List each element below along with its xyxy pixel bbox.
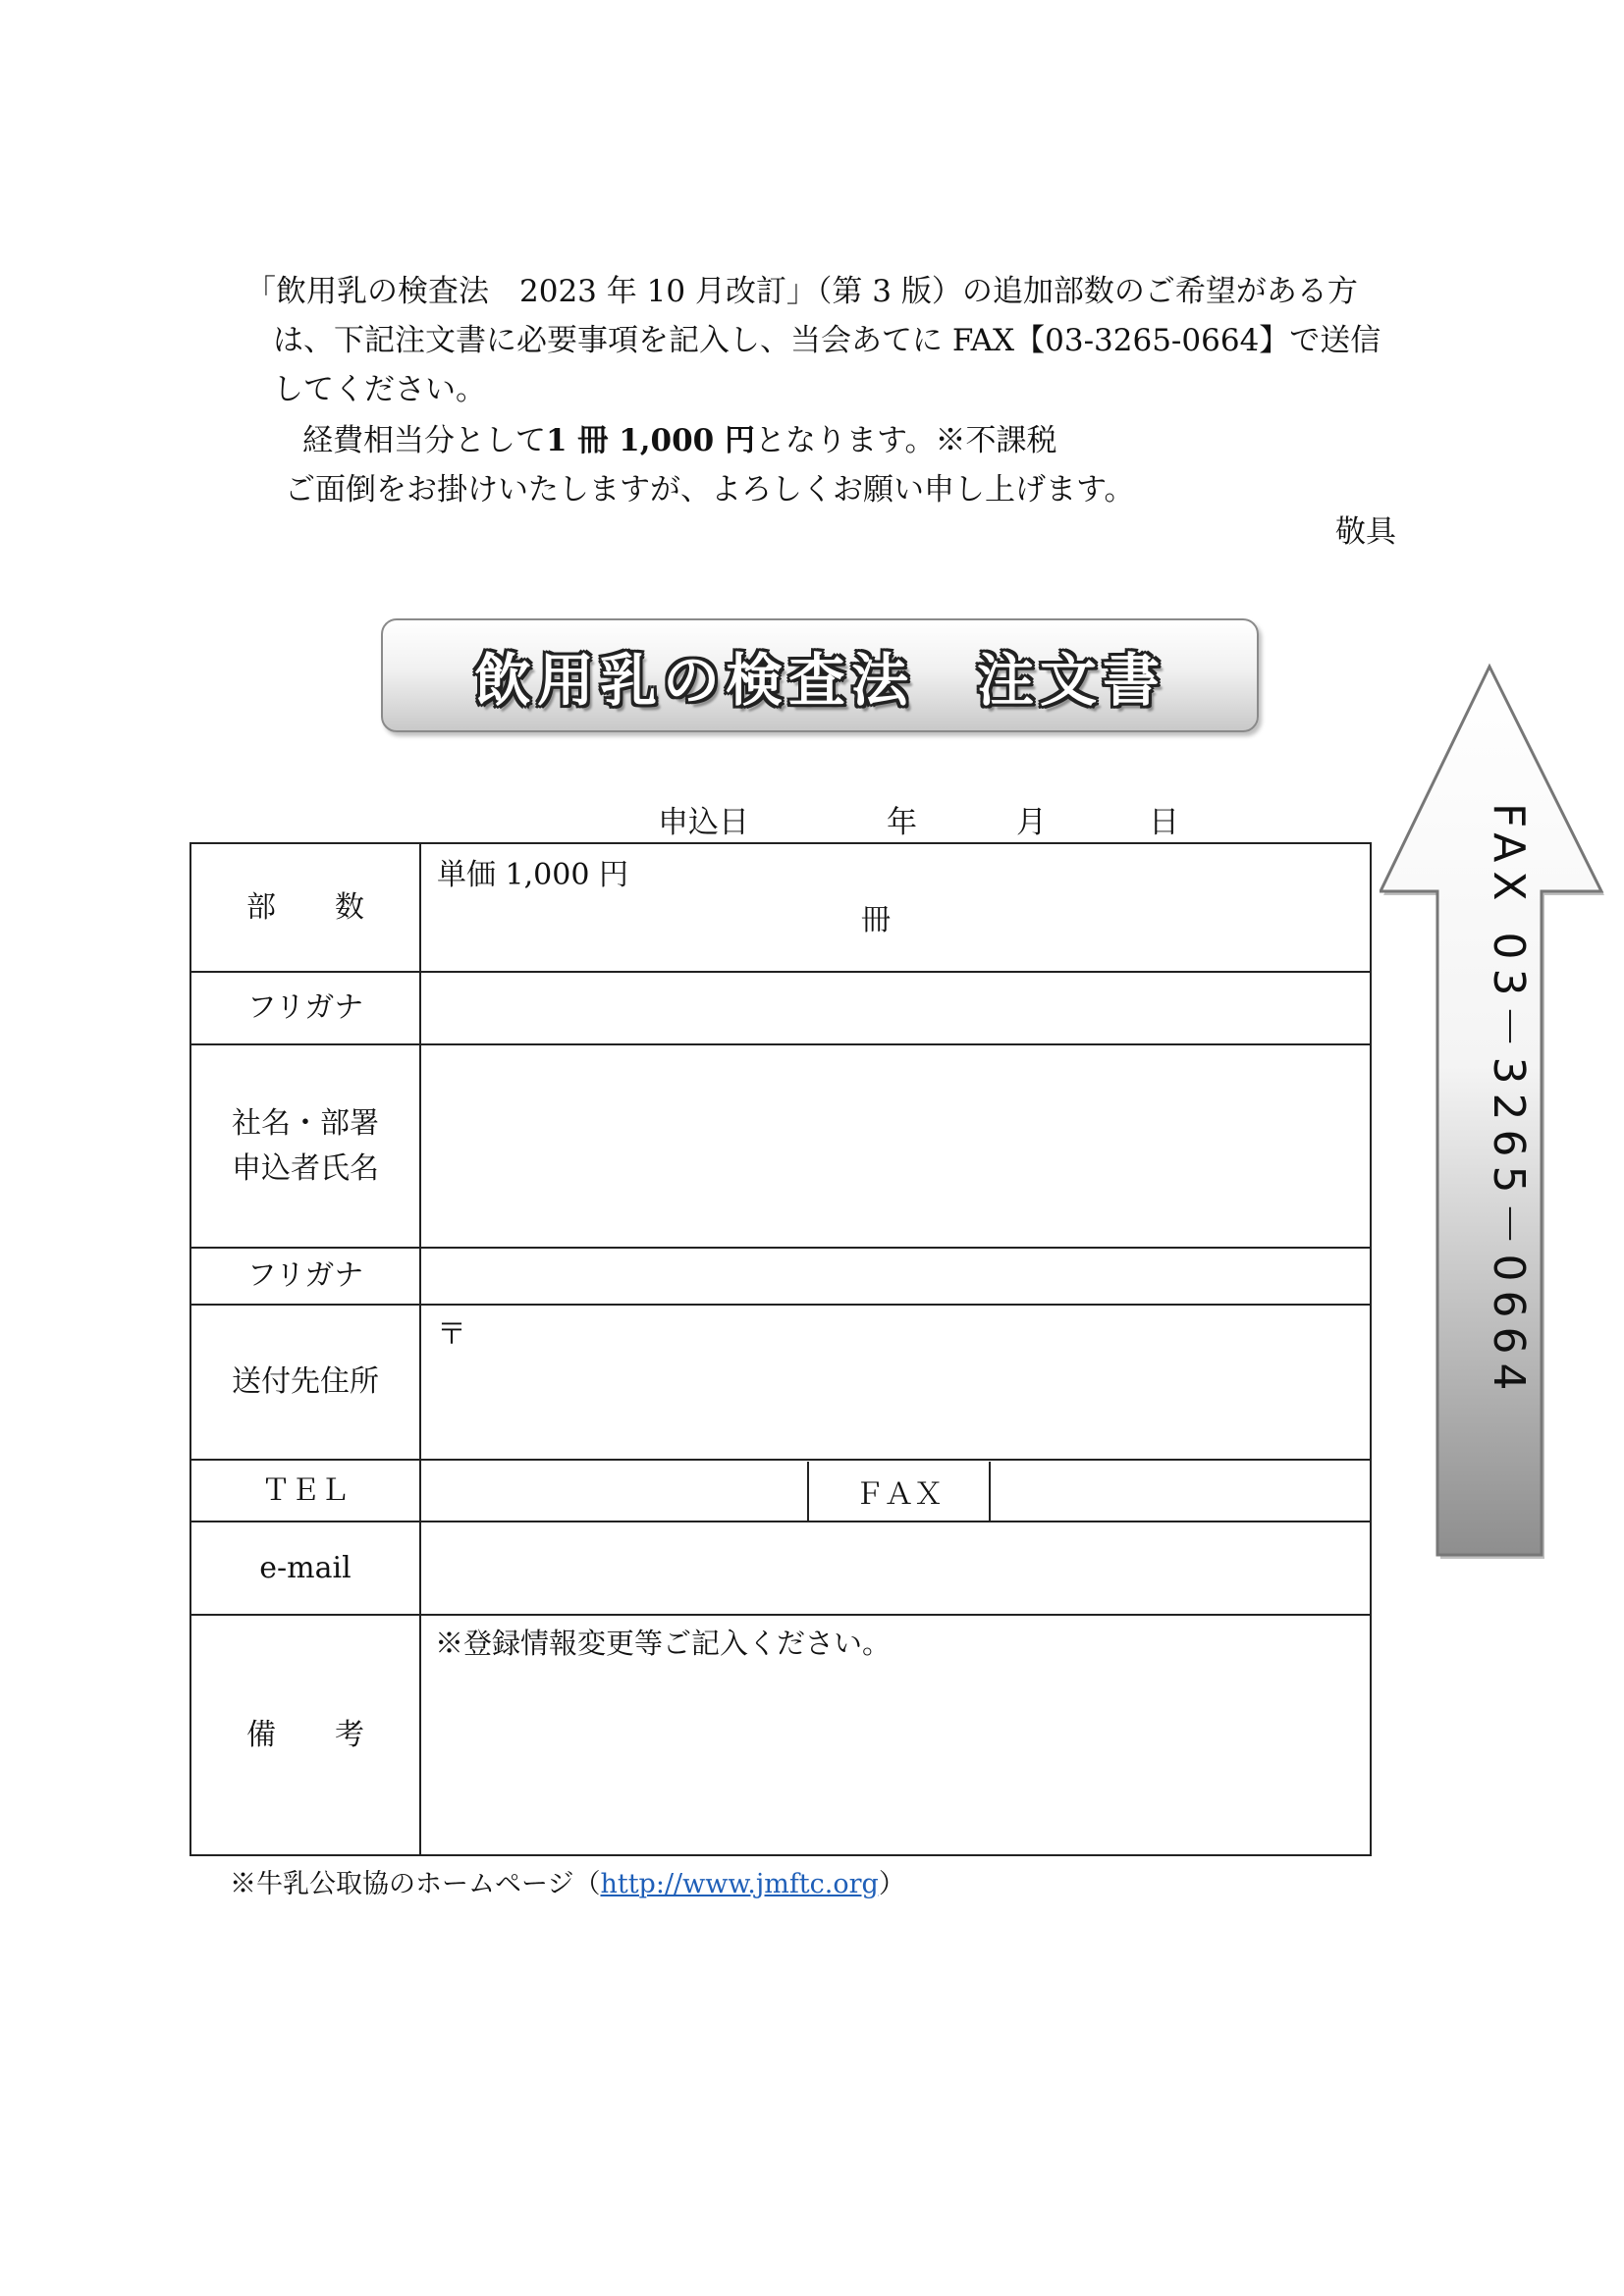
fax-label: ＦＡＸ xyxy=(809,1462,991,1521)
date-year-label: 年 xyxy=(887,805,917,840)
fax-field[interactable] xyxy=(991,1462,1370,1521)
intro-line-4 xyxy=(302,416,1057,465)
postal-mark: 〒 xyxy=(437,1317,466,1352)
date-month-label: 月 xyxy=(1016,805,1047,840)
furigana-label: フリガナ xyxy=(190,972,420,1044)
intro-line-2: は、下記注文書に必要事項を記入し、当会あてに FAX【03-3265-0664】で送信 xyxy=(273,323,1381,358)
order-form-title-banner xyxy=(381,618,1259,732)
copies-label: 部 数 xyxy=(190,843,420,972)
application-date-label: 申込日 xyxy=(658,805,749,840)
intro-line-4-prefix: 経費相当分として xyxy=(302,423,546,458)
furigana-row xyxy=(190,972,1371,1044)
footer-note xyxy=(230,1862,905,1900)
intro-line-5: ご面倒をお掛けいたしますが、よろしくお願い申し上げます。 xyxy=(285,472,1135,507)
footer-prefix: ※牛乳公取協のホームページ（ xyxy=(230,1869,601,1899)
remarks-note: ※登録情報変更等ご記入ください。 xyxy=(435,1627,892,1660)
order-form-table xyxy=(189,842,1372,1856)
copies-row xyxy=(190,843,1371,972)
company-row xyxy=(190,1044,1371,1248)
date-day-label: 日 xyxy=(1149,805,1179,840)
intro-line-3: してください。 xyxy=(273,372,486,407)
address-row xyxy=(190,1305,1371,1460)
remarks-label: 備 考 xyxy=(190,1615,420,1855)
unit-price-text: 単価 1,000 円 xyxy=(437,858,628,892)
tel-label: ＴＥＬ xyxy=(190,1460,420,1522)
copies-field[interactable] xyxy=(420,843,1371,972)
email-field[interactable] xyxy=(420,1522,1371,1615)
company-name-field[interactable] xyxy=(420,1044,1371,1248)
tel-fax-row xyxy=(190,1460,1371,1522)
address-field[interactable] xyxy=(420,1305,1371,1460)
company-label-line-1: 社名・部署 xyxy=(232,1105,379,1141)
company-label xyxy=(190,1044,420,1248)
tel-field[interactable] xyxy=(421,1462,809,1521)
tel-fax-cell xyxy=(420,1460,1371,1522)
closing-text: 敬具 xyxy=(1335,514,1396,550)
remarks-field[interactable] xyxy=(420,1615,1371,1855)
furigana2-row xyxy=(190,1248,1371,1305)
footer-suffix: ） xyxy=(878,1869,905,1899)
homepage-link[interactable]: http://www.jmftc.org xyxy=(600,1869,879,1899)
furigana2-field[interactable] xyxy=(420,1248,1371,1305)
company-label-line-2: 申込者氏名 xyxy=(232,1150,379,1186)
remarks-row xyxy=(190,1615,1371,1855)
fax-number-vertical: FAX 03－3265－0664 xyxy=(1484,803,1534,1400)
address-label: 送付先住所 xyxy=(190,1305,420,1460)
furigana2-label: フリガナ xyxy=(190,1248,420,1305)
price-emphasis: 1 冊 1,000 円 xyxy=(546,423,756,458)
page-title: 飲用乳の検査法 注文書 xyxy=(473,647,1165,714)
email-label: e-mail xyxy=(190,1522,420,1615)
intro-line-4-suffix: となります。※不課税 xyxy=(755,423,1057,458)
intro-line-1: 「飲用乳の検査法 2023 年 10 月改訂」（第 3 版）の追加部数のご希望がある方 xyxy=(245,274,1358,309)
furigana-field[interactable] xyxy=(420,972,1371,1044)
copies-unit-text: 冊 xyxy=(861,903,891,937)
email-row xyxy=(190,1522,1371,1615)
